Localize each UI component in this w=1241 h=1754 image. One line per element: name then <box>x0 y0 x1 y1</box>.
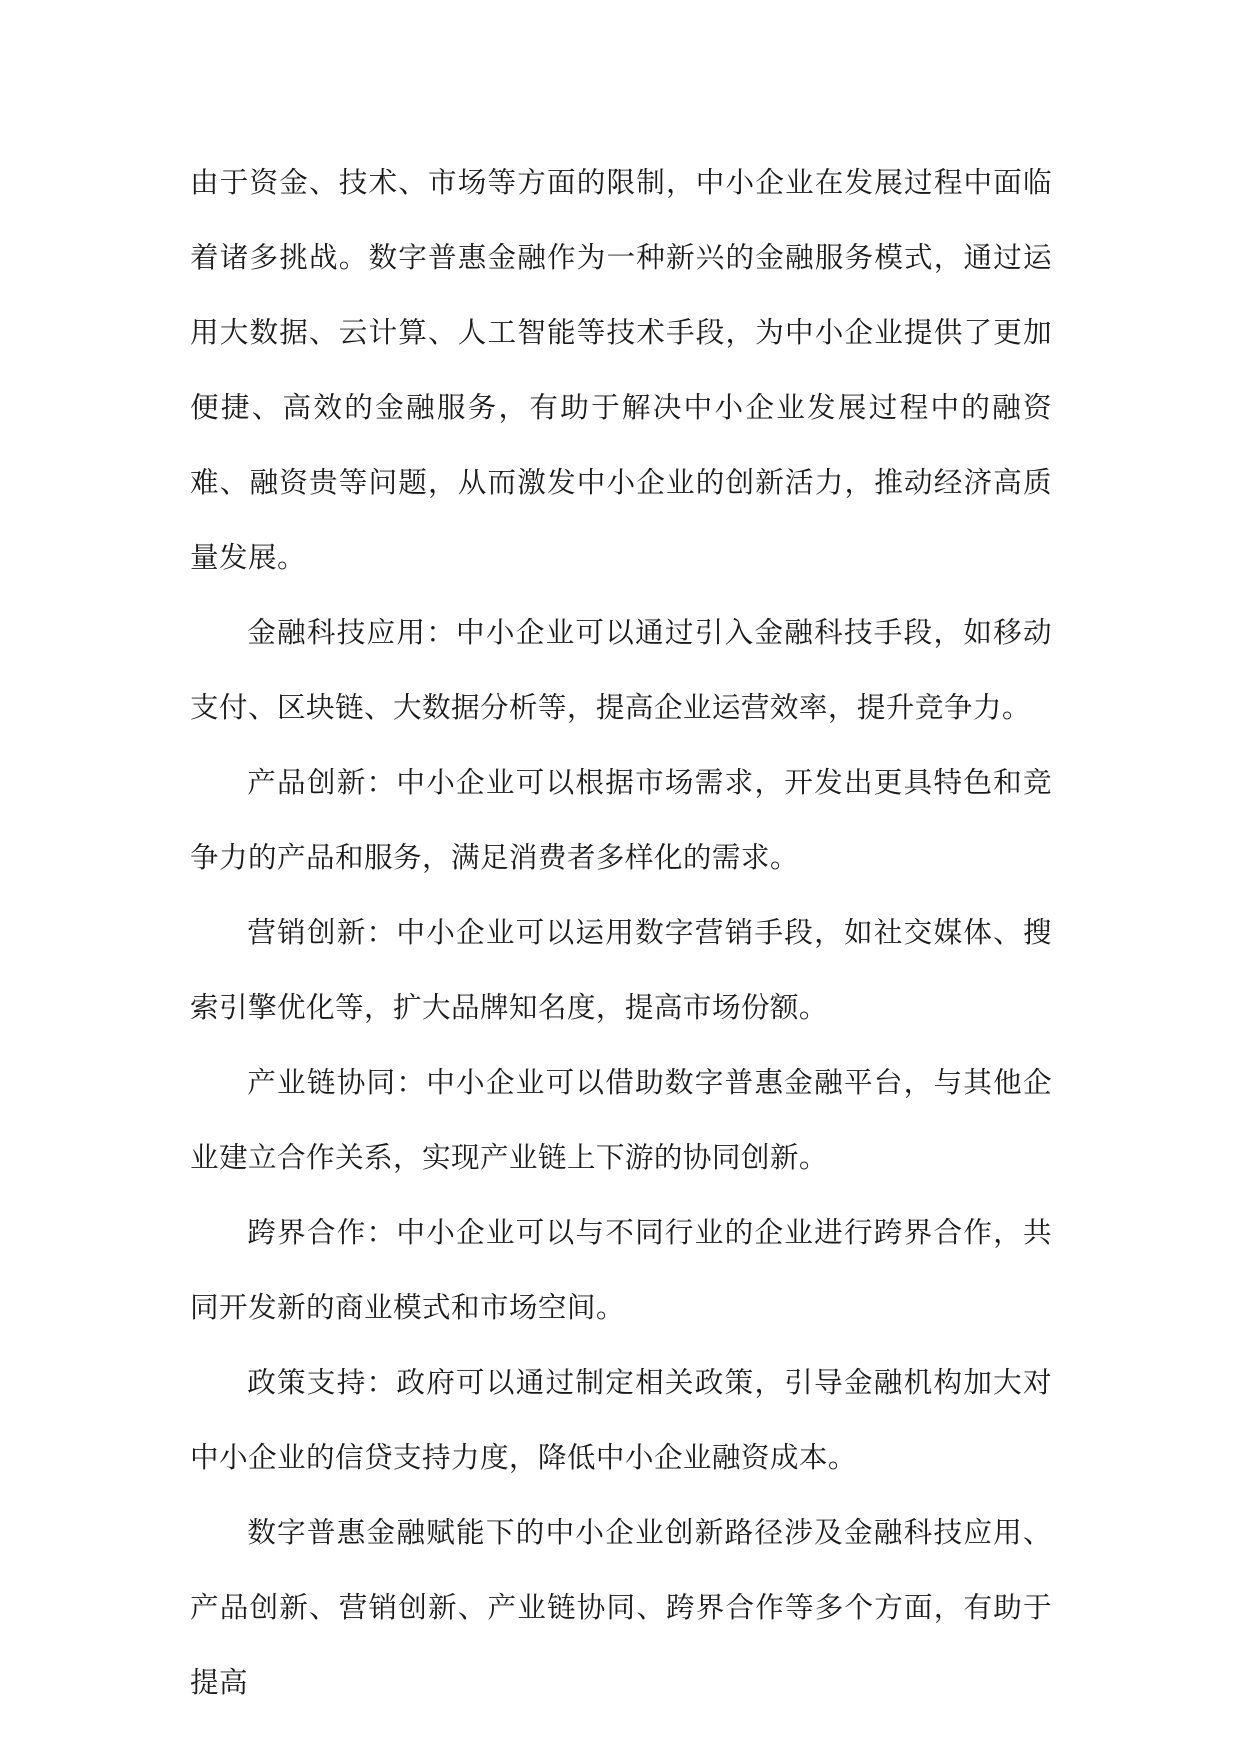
paragraph-product-innovation: 产品创新：中小企业可以根据市场需求，开发出更具特色和竞争力的产品和服务，满足消费者多样化的需求。 <box>190 765 1052 874</box>
paragraph-policy-support: 政策支持：政府可以通过制定相关政策，引导金融机构加大对中小企业的信贷支持力度，降低中小企业融资成本。 <box>190 1365 1052 1474</box>
paragraph-intro-continued: 由于资金、技术、市场等方面的限制，中小企业在发展过程中面临着诸多挑战。数字普惠金融作为一种新兴的金融服务模式，通过运用大数据、云计算、人工智能等技术手段，为中小企业提供了更加便捷、高效的金融服务，有助于解决中小企业发展过程中的融资难、融资贵等问题，从而激发中小企业的创新活力，推动经济高质量发展。 <box>190 165 1052 574</box>
paragraph-summary: 数字普惠金融赋能下的中小企业创新路径涉及金融科技应用、产品创新、营销创新、产业链协同、跨界合作等多个方面，有助于提高 <box>190 1515 1052 1699</box>
paragraph-industry-chain-synergy: 产业链协同：中小企业可以借助数字普惠金融平台，与其他企业建立合作关系，实现产业链上下游的协同创新。 <box>190 1065 1052 1174</box>
paragraph-fintech-application: 金融科技应用：中小企业可以通过引入金融科技手段，如移动支付、区块链、大数据分析等，提高企业运营效率，提升竞争力。 <box>190 615 1052 724</box>
paragraph-marketing-innovation: 营销创新：中小企业可以运用数字营销手段，如社交媒体、搜索引擎优化等，扩大品牌知名度，提高市场份额。 <box>190 915 1052 1024</box>
paragraph-cross-industry-cooperation: 跨界合作：中小企业可以与不同行业的企业进行跨界合作，共同开发新的商业模式和市场空间。 <box>190 1215 1052 1324</box>
document-body <box>190 145 1052 1720</box>
